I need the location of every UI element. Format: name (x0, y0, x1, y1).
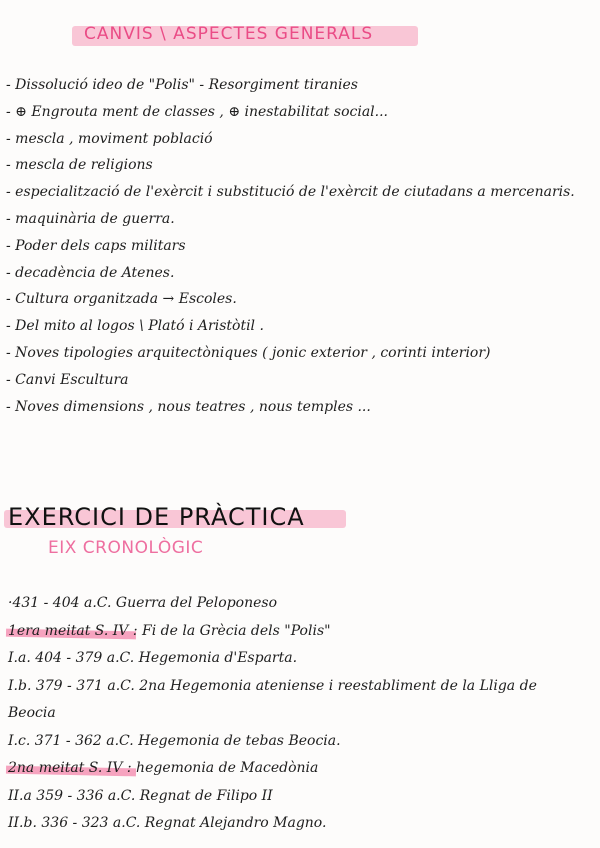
timeline-entry: I.b. 379 - 371 a.C. 2na Hegemonia ateniense i reestabliment de la Lliga de Beocia (8, 677, 537, 721)
timeline-entry: II.b. 336 - 323 a.C. Regnat Alejandro Magno. (8, 815, 327, 831)
note-line: - mescla de religions (6, 157, 153, 174)
exercise-title: EXERCICI DE PRÀCTICA (8, 503, 305, 531)
note-line: - Noves tipologies arquitectòniques ( jonic exterior , corinti interior) (6, 344, 491, 361)
exercise-subtitle: EIX CRONOLÒGIC (48, 538, 204, 558)
note-line: - Cultura organitzada → Escoles. (6, 291, 237, 308)
note-line: - Dissolució ideo de "Polis" - Resorgiment tiranies (6, 77, 358, 93)
note-line: - ⊕ Engrouta ment de classes , ⊕ inestabilitat social... (6, 103, 388, 120)
note-line: - especialització de l'exèrcit i substitució de l'exèrcit de ciutadans a mercenaris. (6, 184, 575, 201)
timeline-entry: II.a 359 - 336 a.C. Regnat de Filipo II (8, 787, 273, 804)
timeline-period-heading: 1era meitat S. IV : Fi de la Grècia dels "Polis" (8, 618, 588, 646)
section-title: CANVIS \ ASPECTES GENERALS (84, 24, 374, 44)
timeline-period-heading: 2na meitat S. IV : hegemonia de Macedònia (8, 755, 588, 783)
notes-list (6, 72, 586, 420)
note-line: - Noves dimensions , nous teatres , nous temples ... (6, 398, 371, 415)
note-line: - Poder dels caps militars (6, 237, 186, 254)
note-line: - Canvi Escultura (6, 371, 129, 388)
note-line: - mescla , moviment població (6, 130, 213, 147)
timeline-entry: I.a. 404 - 379 a.C. Hegemonia d'Esparta. (8, 650, 298, 666)
timeline-entry: ·431 - 404 a.C. Guerra del Peloponeso (8, 595, 278, 611)
note-line: - decadència de Atenes. (6, 264, 175, 281)
note-line: - maquinària de guerra. (6, 210, 175, 227)
timeline-list (8, 590, 588, 838)
note-line: - Del mito al logos \ Plató i Aristòtil . (6, 318, 264, 335)
timeline-entry: I.c. 371 - 362 a.C. Hegemonia de tebas Beocia. (8, 732, 341, 749)
